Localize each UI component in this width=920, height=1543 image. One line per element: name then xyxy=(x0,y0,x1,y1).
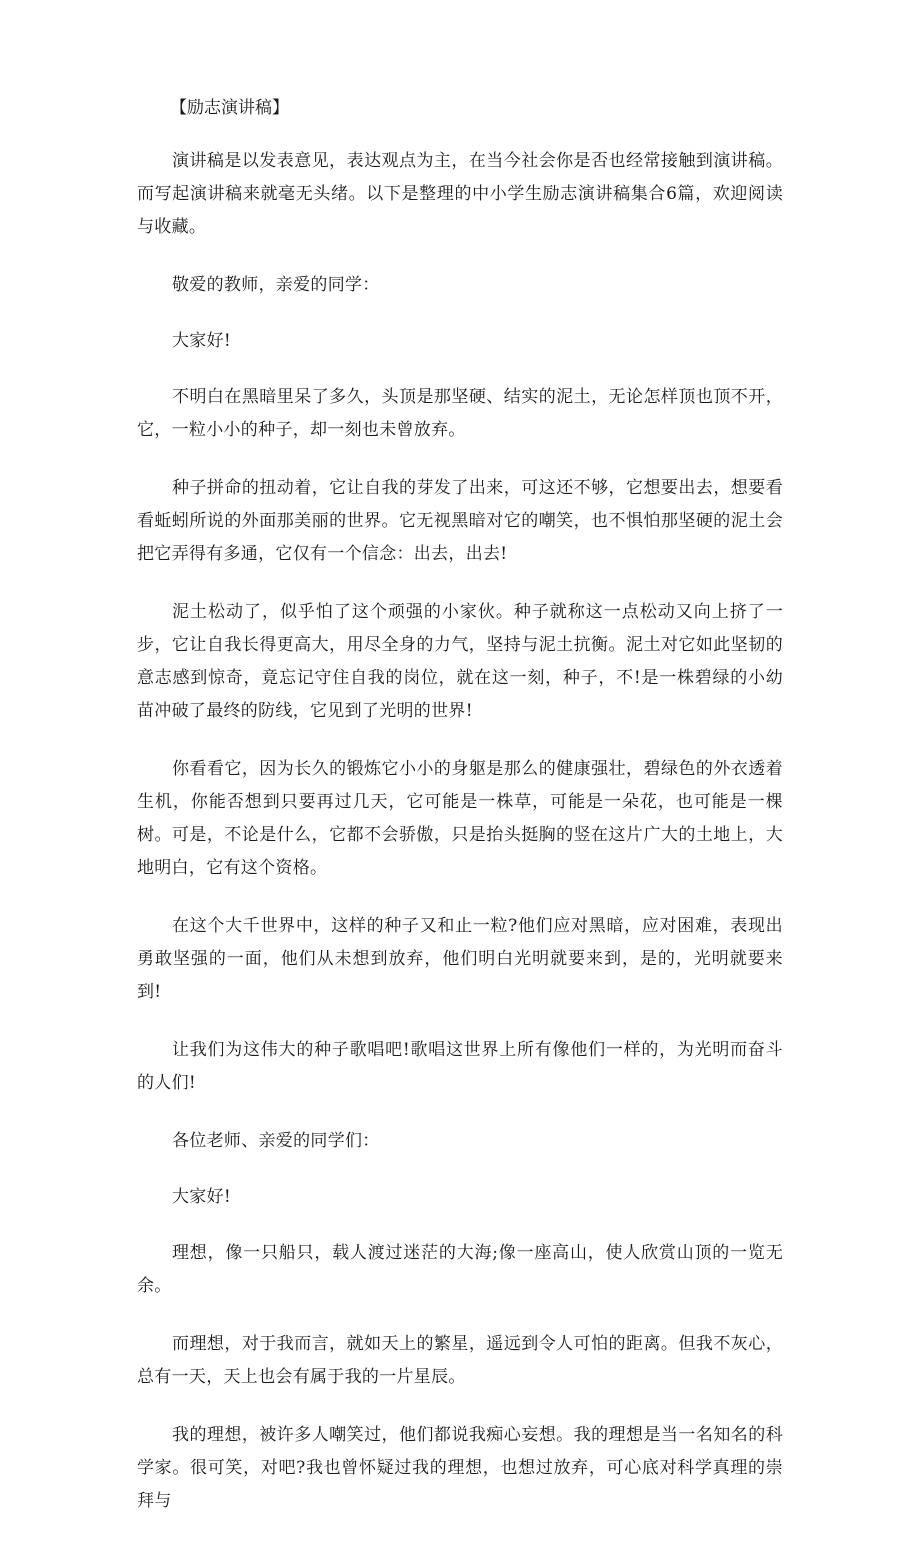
document-page xyxy=(137,92,783,1543)
paragraph: 理想，像一只船只，载人渡过迷茫的大海;像一座高山，使人欣赏山顶的一览无余。 xyxy=(137,1243,783,1296)
paragraph: 在这个大千世界中，这样的种子又和止一粒?他们应对黑暗，应对困难，表现出勇敢坚强的一面，他们从未想到放弃，他们明白光明就要来到，是的，光明就要来到! xyxy=(137,916,783,1002)
paragraph-salutation-2: 各位老师、亲爱的同学们： xyxy=(172,1131,380,1151)
paragraph: 不明白在黑暗里呆了多久，头顶是那坚硬、结实的泥土，无论怎样顶也顶不开，它，一粒小小的种子，却一刻也未曾放弃。 xyxy=(137,387,783,440)
paragraph: 我的理想，被许多人嘲笑过，他们都说我痴心妄想。我的理想是当一名知名的科学家。很可笑，对吧?我也曾怀疑过我的理想，也想过放弃，可心底对科学真理的崇拜与 xyxy=(137,1425,783,1511)
paragraph: 让我们为这伟大的种子歌唱吧!歌唱这世界上所有像他们一样的，为光明而奋斗的人们! xyxy=(137,1040,783,1093)
paragraph-greeting-2: 大家好! xyxy=(172,1187,232,1207)
document-title: 【励志演讲稿】 xyxy=(170,98,289,118)
paragraph: 而理想，对于我而言，就如天上的繁星，遥远到令人可怕的距离。但我不灰心，总有一天，天上也会有属于我的一片星辰。 xyxy=(137,1334,783,1387)
paragraph-salutation-1: 敬爱的教师，亲爱的同学： xyxy=(172,275,380,295)
paragraph-greeting-1: 大家好! xyxy=(172,331,232,351)
paragraph: 种子拼命的扭动着，它让自我的芽发了出来，可这还不够，它想要出去，想要看看蚯蚓所说的外面那美丽的世界。它无视黑暗对它的嘲笑，也不惧怕那坚硬的泥土会把它弄得有多通，它仅有一个信念：出去，出去! xyxy=(137,478,783,564)
paragraph-intro: 演讲稿是以发表意见，表达观点为主，在当今社会你是否也经常接触到演讲稿。而写起演讲稿来就毫无头绪。以下是整理的中小学生励志演讲稿集合6篇，欢迎阅读与收藏。 xyxy=(137,151,783,237)
paragraph: 泥土松动了，似乎怕了这个顽强的小家伙。种子就称这一点松动又向上挤了一步，它让自我长得更高大，用尽全身的力气，坚持与泥土抗衡。泥土对它如此坚韧的意志感到惊奇，竟忘记守住自我的岗位，就在这一刻，种子，不!是一株碧绿的小幼苗冲破了最终的防线，它见到了光明的世界! xyxy=(137,602,783,721)
paragraph: 你看看它，因为长久的锻炼它小小的身躯是那么的健康强壮，碧绿色的外衣透着生机，你能否想到只要再过几天，它可能是一株草，可能是一朵花，也可能是一棵树。可是，不论是什么，它都不会骄傲，只是抬头挺胸的竖在这片广大的土地上，大地明白，它有这个资格。 xyxy=(137,759,783,878)
